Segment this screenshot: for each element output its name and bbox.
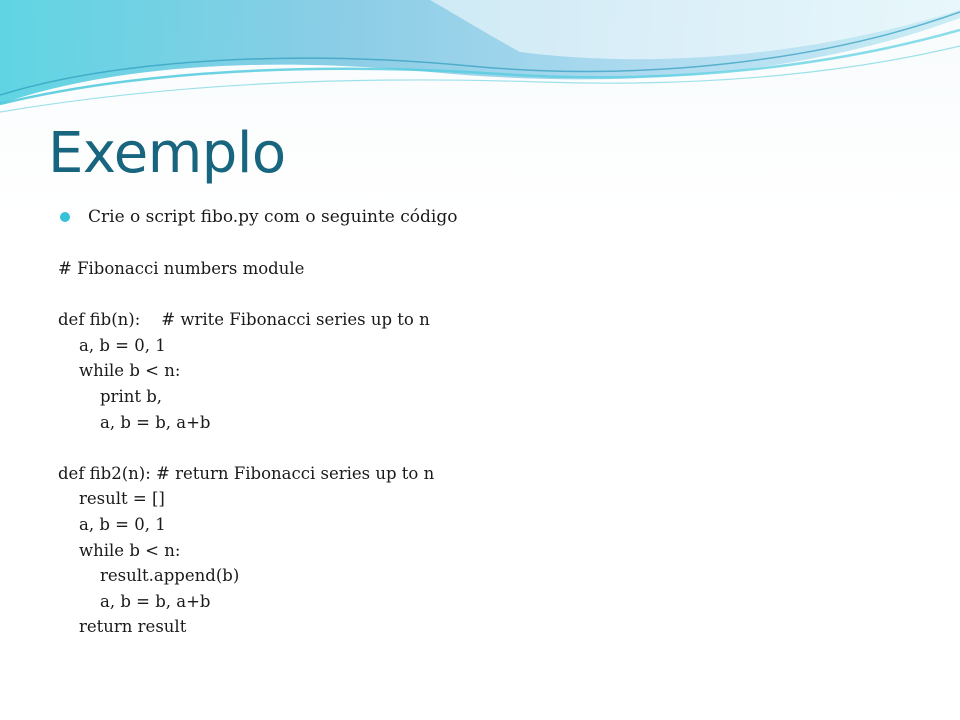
code-line: while b < n: <box>79 540 181 560</box>
code-line: a, b = b, a+b <box>100 591 211 611</box>
code-line: print b, <box>100 386 163 406</box>
code-block <box>58 256 434 640</box>
code-line: def fib2(n): # return Fibonacci series up to n <box>58 463 435 483</box>
bullet-item <box>60 204 457 230</box>
code-line: return result <box>79 617 187 637</box>
code-line: a, b = 0, 1 <box>79 335 166 355</box>
code-line: while b < n: <box>79 361 181 381</box>
code-line: # Fibonacci numbers module <box>58 259 305 278</box>
code-line: result.append(b) <box>100 566 240 586</box>
code-line <box>58 282 434 308</box>
code-line: result = [] <box>79 489 165 509</box>
code-line <box>58 435 434 461</box>
bullet-dot-icon <box>60 212 70 222</box>
code-line: a, b = 0, 1 <box>79 514 166 534</box>
code-line: def fib(n): # write Fibonacci series up to n <box>58 310 430 330</box>
bullet-text: Crie o script fibo.py com o seguinte código <box>88 207 458 227</box>
header-wave-decoration <box>0 0 960 120</box>
code-line: a, b = b, a+b <box>100 412 211 432</box>
slide-title: Exemplo <box>48 121 286 186</box>
